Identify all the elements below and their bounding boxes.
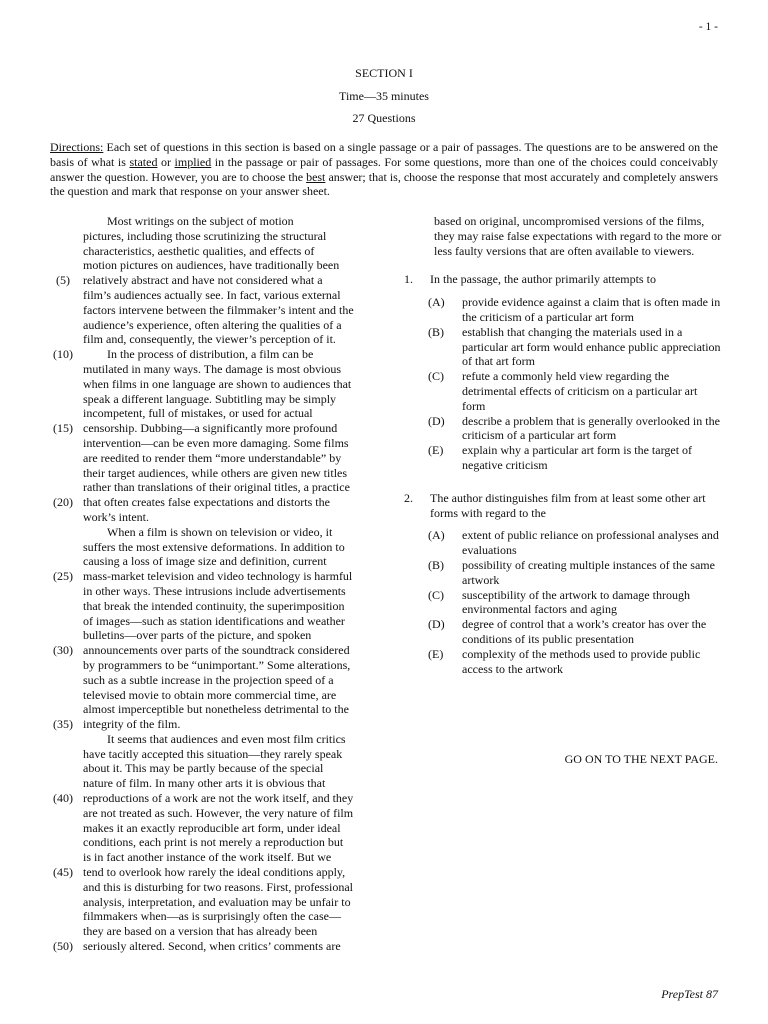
footer-preptest: PrepTest 87: [661, 987, 718, 1001]
passage-line: [45, 347, 375, 362]
answer-choice[interactable]: [404, 617, 722, 647]
passage-line: [45, 495, 375, 510]
line-text: pictures, including those scrutinizing the structural: [83, 228, 327, 243]
choice-text: complexity of the methods used to provide public access to the artwork: [462, 646, 701, 676]
passage-line: [45, 776, 375, 791]
line-number: (25): [53, 569, 73, 584]
line-text: When a film is shown on television or video, it: [83, 524, 333, 539]
question-number: 2.: [404, 490, 413, 505]
passage-line: [45, 554, 375, 569]
line-text: relatively abstract and have not considered what a: [83, 273, 323, 288]
line-text: intervention—can be even more damaging. Some films: [83, 435, 349, 450]
line-text: film and, consequently, the viewer’s perception of it.: [83, 332, 336, 347]
line-text: of images—such as station identifications and weather: [83, 613, 345, 628]
answer-choice[interactable]: [404, 369, 722, 413]
choice-text: describe a problem that is generally overlooked in the criticism of a particular art form: [462, 413, 720, 443]
passage-line: [45, 688, 375, 703]
line-text: when films in one language are shown to audiences that: [83, 376, 352, 391]
directions-best: best: [306, 169, 326, 184]
choice-text: extent of public reliance on professional analyses and evaluations: [462, 528, 719, 558]
line-text: is in fact another instance of the work itself. But we: [83, 850, 332, 865]
passage-line: [45, 599, 375, 614]
line-number: (40): [53, 791, 73, 806]
passage-line: [45, 244, 375, 259]
choice-label: (B): [428, 324, 444, 339]
passage-line: [45, 229, 375, 244]
right-column: [404, 214, 722, 676]
directions-implied: implied: [174, 154, 212, 169]
choice-text: degree of control that a work’s creator has over the conditions of its public presentation: [462, 617, 707, 646]
choice-text: explain why a particular art form is the target of negative criticism: [462, 443, 693, 472]
line-text: film’s audiences actually see. In fact, various external: [83, 287, 341, 302]
line-text: bulletins—over parts of the picture, and spoken: [83, 628, 312, 643]
passage-line: [45, 791, 375, 806]
answer-choice[interactable]: [404, 414, 722, 444]
line-number: (45): [53, 865, 73, 880]
passage-line: [45, 835, 375, 850]
line-text: Most writings on the subject of motion: [83, 214, 294, 228]
line-text: are reedited to render them “more understandable” by: [83, 450, 342, 465]
passage-line: [45, 673, 375, 688]
line-text: such as a subtle increase in the projection speed of a: [83, 672, 334, 687]
section-title: SECTION I: [355, 66, 413, 80]
passage-line: [45, 421, 375, 436]
passage-line: [45, 895, 375, 910]
line-text: incompetent, full of mistakes, or used for actual: [83, 406, 313, 421]
section-time: Time—35 minutes: [339, 89, 429, 103]
passage-line: [45, 510, 375, 525]
line-text: It seems that audiences and even most film critics: [83, 731, 346, 746]
answer-choices: [430, 528, 722, 676]
line-text: conditions, each print is not merely a reproduction but: [83, 835, 344, 850]
line-number: (10): [53, 347, 73, 362]
directions-stated: stated: [129, 154, 158, 169]
line-text: suffers the most extensive deformations. In addition to: [83, 539, 345, 554]
directions: [50, 140, 718, 199]
passage-line: [45, 821, 375, 836]
go-on-notice: GO ON TO THE NEXT PAGE.: [564, 752, 718, 766]
passage-line: [45, 747, 375, 762]
line-text: televised movie to obtain more commercial time, are: [83, 687, 337, 702]
answer-choice[interactable]: [404, 588, 722, 618]
directions-text-1: Each set of questions in this section is based on a single passage or a pair of passages. The questions are to be answered on the basis of what is: [50, 140, 718, 169]
passage-line: [45, 658, 375, 673]
line-text: mutilated in many ways. The damage is most obvious: [83, 361, 342, 376]
choice-text: susceptibility of the artwork to damage through environmental factors and aging: [462, 587, 690, 617]
line-text: about it. This may be partly because of the special: [83, 761, 324, 776]
answer-choice[interactable]: [404, 647, 722, 677]
passage-line: [45, 466, 375, 481]
answer-choice[interactable]: [404, 443, 722, 473]
answer-choices: [430, 295, 722, 473]
line-text: integrity of the film.: [83, 717, 181, 732]
line-text: have tacitly accepted this situation—they rarely speak: [83, 746, 343, 761]
passage-line: [45, 614, 375, 629]
passage-line: [45, 377, 375, 392]
section-question-count: 27 Questions: [352, 111, 416, 125]
passage-line: [45, 436, 375, 451]
page-number: - 1 -: [698, 21, 718, 33]
passage-line: [45, 643, 375, 658]
line-text: that break the intended continuity, the superimposition: [83, 598, 345, 613]
answer-choice[interactable]: [404, 295, 722, 325]
directions-text-2: or: [157, 154, 175, 169]
line-text: In the process of distribution, a film can be: [83, 347, 314, 362]
passage-continued: based on original, uncompromised versions of the films, they may raise false expectations with regard to the more or less faulty versions that are often available to viewers.: [434, 214, 722, 258]
choice-label: (A): [428, 528, 445, 543]
line-text: tend to overlook how rarely the ideal conditions apply,: [83, 865, 346, 880]
line-text: motion pictures on audiences, have traditionally been: [83, 258, 340, 273]
passage-line: [45, 273, 375, 288]
line-text: characteristics, aesthetic qualities, and effects of: [83, 243, 315, 258]
question-list: [404, 272, 722, 676]
choice-text: establish that changing the materials used in a particular art form would enhance public appreciation of that art form: [462, 324, 721, 369]
line-number: (5): [56, 273, 70, 288]
passage-line: [45, 909, 375, 924]
line-text: work’s intent.: [83, 509, 149, 524]
line-number: (20): [53, 495, 73, 510]
choice-text: provide evidence against a claim that is often made in the criticism of a particular art form: [462, 295, 721, 324]
line-text: censorship. Dubbing—a significantly more profound: [83, 421, 338, 436]
passage-line: [45, 525, 375, 540]
line-text: announcements over parts of the soundtrack considered: [83, 643, 350, 658]
question-2: [404, 491, 722, 677]
line-text: makes it an exactly reproducible art form, under ideal: [83, 820, 341, 835]
choice-label: (D): [428, 413, 445, 428]
answer-choice[interactable]: [404, 325, 722, 369]
passage-line: [45, 303, 375, 318]
choice-label: (A): [428, 295, 445, 310]
passage-line: [45, 569, 375, 584]
passage-line: [45, 880, 375, 895]
line-text: nature of film. In many other arts it is obvious that: [83, 776, 326, 791]
reading-passage: [45, 214, 375, 954]
passage-line: [45, 761, 375, 776]
question-number: 1.: [404, 272, 413, 287]
directions-text-3: in the passage or pair of passages. For some questions, more than one of the choices could conceivably answer the question. However, you are to choose the: [50, 154, 718, 184]
passage-line: [45, 850, 375, 865]
line-text: they are based on a version that has already been: [83, 924, 318, 939]
line-text: rather than translations of their original titles, a practice: [83, 480, 350, 495]
passage-line: [45, 318, 375, 333]
passage-line: [45, 540, 375, 555]
line-text: analysis, interpretation, and evaluation may be unfair to: [83, 894, 351, 909]
question-stem: In the passage, the author primarily attempts to: [430, 272, 656, 287]
line-number: (30): [53, 643, 73, 658]
line-number: (15): [53, 421, 73, 436]
passage-line: [45, 865, 375, 880]
choice-label: (E): [428, 646, 444, 661]
line-text: that often creates false expectations and distorts the: [83, 495, 330, 510]
line-number: (50): [53, 939, 73, 954]
choice-label: (C): [428, 587, 444, 602]
directions-label: Directions:: [50, 140, 104, 154]
line-text: speak a different language. Subtitling may be simply: [83, 391, 337, 406]
line-number: (35): [53, 717, 73, 732]
line-text: by programmers to be “unimportant.” Some alterations,: [83, 657, 351, 672]
line-text: almost imperceptible but nonetheless detrimental to the: [83, 702, 349, 717]
passage-line: [45, 214, 375, 229]
passage-line: [45, 806, 375, 821]
line-text: are not treated as such. However, the very nature of film: [83, 805, 354, 820]
answer-choice[interactable]: [404, 528, 722, 558]
line-text: mass-market television and video technology is harmful: [83, 569, 353, 584]
passage-line: [45, 732, 375, 747]
passage-line: [45, 332, 375, 347]
passage-line: [45, 480, 375, 495]
choice-text: refute a commonly held view regarding the detrimental effects of criticism on a particular art form: [462, 369, 698, 413]
passage-line: [45, 288, 375, 303]
line-text: reproductions of a work are not the work itself, and they: [83, 791, 354, 806]
passage-line: [45, 451, 375, 466]
passage-line: [45, 392, 375, 407]
line-text: factors intervene between the filmmaker’s intent and the: [83, 302, 354, 317]
line-text: filmmakers when—as is surprisingly often the case—: [83, 909, 341, 924]
question-stem: The author distinguishes film from at least some other art forms with regard to the: [430, 490, 706, 520]
line-text: seriously altered. Second, when critics’ comments are: [83, 939, 341, 954]
passage-line: [45, 717, 375, 732]
choice-text: possibility of creating multiple instances of the same artwork: [462, 557, 715, 587]
line-text: and this is disturbing for two reasons. First, professional: [83, 879, 353, 894]
question-1: [404, 272, 722, 472]
line-text: audience’s experience, often altering the qualities of a: [83, 317, 342, 332]
choice-label: (E): [428, 443, 444, 458]
passage-line: [45, 258, 375, 273]
passage-line: [45, 362, 375, 377]
passage-line: [45, 702, 375, 717]
passage-line: [45, 628, 375, 643]
passage-line: [45, 939, 375, 954]
line-text: causing a loss of image size and definition, current: [83, 554, 327, 569]
choice-label: (D): [428, 617, 445, 632]
choice-label: (C): [428, 369, 444, 384]
answer-choice[interactable]: [404, 558, 722, 588]
passage-line: [45, 406, 375, 421]
passage-line: [45, 584, 375, 599]
directions-text-4: answer; that is, choose the response that most accurately and completely answers the question and mark that response on your answer sheet.: [50, 169, 718, 199]
passage-line: [45, 924, 375, 939]
choice-label: (B): [428, 557, 444, 572]
line-text: their target audiences, while others are given new titles: [83, 465, 348, 480]
line-text: in other ways. These intrusions include advertisements: [83, 583, 346, 598]
